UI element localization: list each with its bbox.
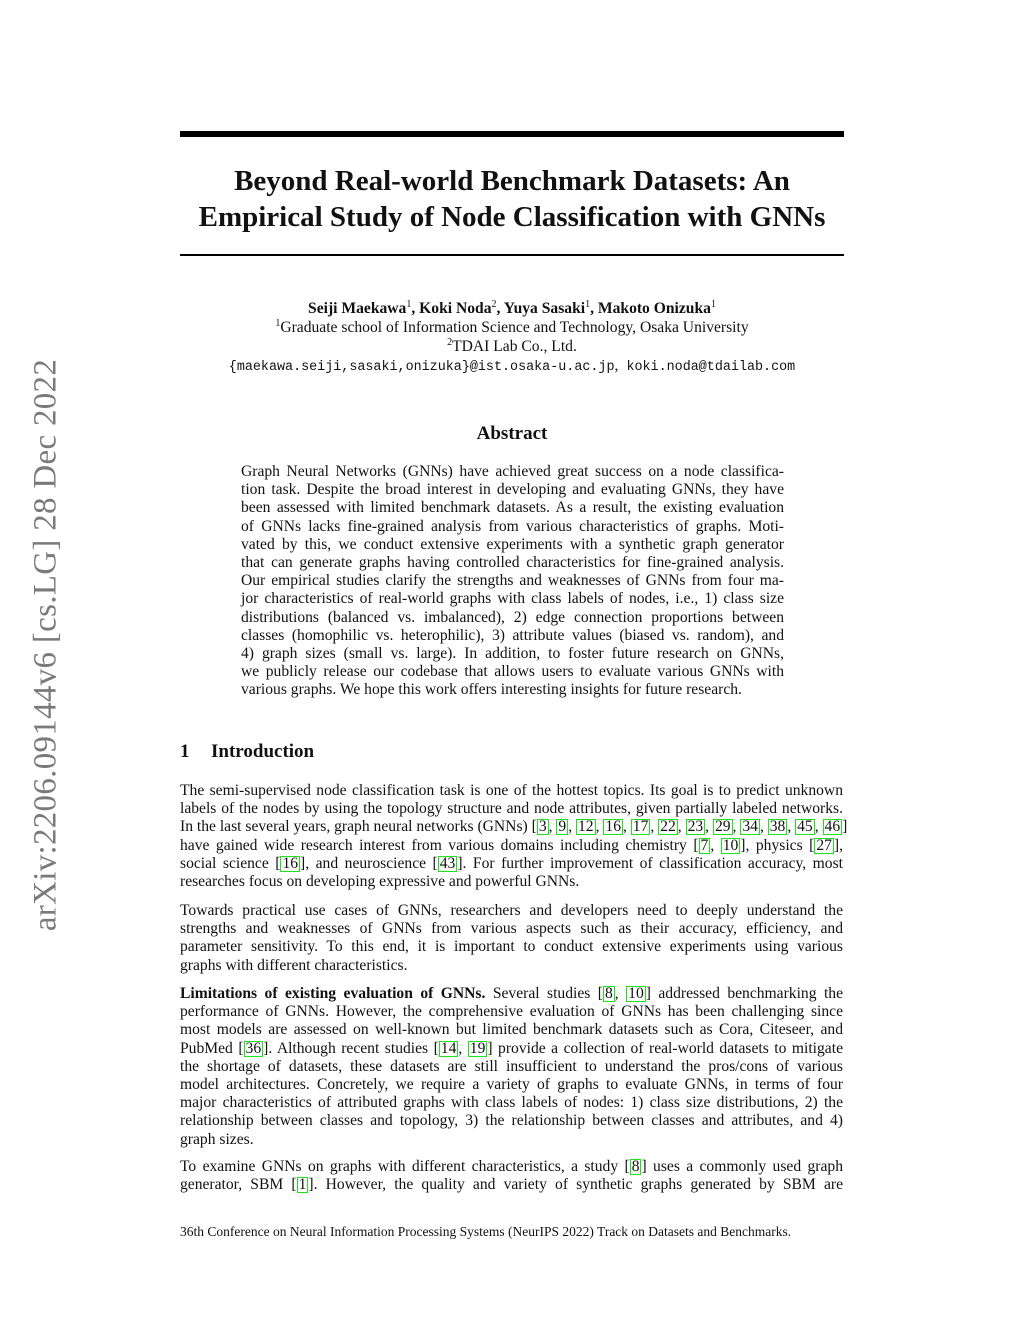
intro-paragraph-1 bbox=[180, 782, 848, 891]
email-link[interactable]: {maekawa.seiji,sasaki,onizuka}@ist.osaka-u.ac.jp bbox=[228, 360, 615, 375]
citation-link[interactable]: 19 bbox=[469, 1039, 486, 1057]
body-line bbox=[180, 1176, 843, 1194]
abstract-line: vated by this, we conduct extensive experiments with a synthetic graph generator bbox=[241, 535, 784, 553]
citation-link[interactable]: 3 bbox=[538, 818, 547, 836]
body-text: PubMed [ bbox=[180, 1039, 244, 1057]
author-name: Koki Noda bbox=[419, 300, 492, 317]
title-rule-top bbox=[180, 131, 844, 137]
body-text: Several studies [ bbox=[485, 985, 603, 1002]
body-line: The semi-supervised node classification task is one of the hottest topics. Its goal is to predict unknown bbox=[180, 782, 843, 799]
body-line: graph sizes. bbox=[180, 1130, 254, 1148]
body-line bbox=[180, 1158, 843, 1176]
citation-link[interactable]: 38 bbox=[769, 818, 786, 836]
body-line: performance of GNNs. However, the comprehensive evaluation of GNNs has been challenging since bbox=[180, 1003, 843, 1021]
arxiv-identifier: arXiv:2206.09144v6 [cs.LG] 28 Dec 2022 bbox=[27, 358, 64, 932]
citation-link[interactable]: 34 bbox=[742, 818, 758, 836]
citation-link[interactable]: 9 bbox=[558, 818, 567, 836]
title-line-1: Beyond Real-world Benchmark Datasets: An bbox=[234, 165, 790, 197]
citation-link[interactable]: 22 bbox=[660, 818, 676, 836]
body-line: graphs with different characteristics. bbox=[180, 956, 408, 974]
paragraph-heading: Limitations of existing evaluation of GNNs. bbox=[180, 985, 486, 1002]
title-rule-bottom bbox=[180, 254, 844, 256]
citation-link[interactable]: 8 bbox=[605, 985, 613, 1002]
body-text: ], and neuroscience [ bbox=[300, 854, 438, 872]
paper-title bbox=[180, 163, 844, 235]
abstract-body bbox=[241, 463, 784, 700]
body-line: have gained wide research interest from various domains including chemistry [ 7 , 10 ], physics [ 27 ], bbox=[180, 836, 843, 854]
citation-link[interactable]: 46 bbox=[824, 818, 841, 836]
body-line: PubMed [ 36 ]. Although recent studies [ 14 , 19 ] provide a collection of real-world datasets to mitigate bbox=[180, 1039, 843, 1057]
citation-link[interactable]: 16 bbox=[282, 854, 299, 872]
section-number: 1 bbox=[180, 741, 190, 762]
abstract-line: distributions (balanced vs. imbalanced), 2) edge connection proportions between bbox=[241, 608, 784, 626]
citation-link[interactable]: 10 bbox=[628, 985, 644, 1002]
body-line: relationship between classes and topology, 3) the relationship between classes and attributes, and 4) bbox=[180, 1112, 843, 1130]
author-emails bbox=[180, 356, 844, 377]
intro-paragraph-4 bbox=[180, 1158, 843, 1194]
abstract-line: tion task. Despite the broad interest in developing and evaluating GNNs, they have bbox=[241, 481, 784, 499]
body-line: strengths and weaknesses of GNNs from various aspects such as their accuracy, efficiency, and bbox=[180, 920, 843, 938]
body-line: Limitations of existing evaluation of GNNs. Several studies [ 8 , 10 ] addressed benchmarking the bbox=[180, 985, 844, 1002]
body-line: labels of the nodes by using the topology structure and node attributes, given partially labeled networks. bbox=[180, 800, 843, 818]
citation-link[interactable]: 43 bbox=[439, 854, 456, 872]
body-text: In the last several years, graph neural networks (GNNs) [ bbox=[180, 818, 537, 836]
author-name: Yuya Sasaki bbox=[503, 300, 586, 317]
citation-link[interactable]: 1 bbox=[298, 1176, 307, 1194]
citation-link[interactable]: 29 bbox=[714, 818, 731, 836]
body-text: have gained wide research interest from various domains including chemistry [ bbox=[180, 836, 699, 854]
abstract-line: that can generate graphs having controlled characteristics for fine-grained analysis. bbox=[241, 554, 784, 572]
citation-link[interactable]: 27 bbox=[816, 836, 832, 854]
author-affil-mark: 2 bbox=[491, 299, 497, 310]
body-text: ] uses a commonly used graph bbox=[641, 1158, 843, 1175]
abstract-line: Graph Neural Networks (GNNs) have achieved great success on a node classifica- bbox=[241, 463, 784, 480]
body-text: ] bbox=[842, 818, 848, 836]
body-line: model architectures. Concretely, we require a variety of graphs to evaluate GNNs, in terms of four bbox=[180, 1076, 843, 1094]
citation-link[interactable]: 23 bbox=[687, 818, 704, 836]
body-line: researches focus on developing expressive and powerful GNNs. bbox=[180, 873, 580, 891]
citation-link[interactable]: 16 bbox=[605, 818, 621, 836]
citation-link[interactable]: 14 bbox=[440, 1039, 457, 1057]
intro-paragraph-2 bbox=[180, 902, 843, 975]
body-line bbox=[180, 855, 843, 873]
body-text: ]. Although recent studies [ bbox=[263, 1039, 439, 1057]
abstract-line: of GNNs lacks fine-grained analysis from various characteristics of graphs. Moti- bbox=[241, 517, 784, 535]
body-line: parameter sensitivity. To this end, it is important to conduct extensive experiments using various bbox=[180, 938, 843, 956]
conference-footnote: 36th Conference on Neural Information Processing Systems (NeurIPS 2022) Track on Datasets and Benchmarks. bbox=[180, 1224, 792, 1239]
citation-link[interactable]: 45 bbox=[797, 818, 813, 836]
body-line: major characteristics of attributed graphs with class labels of nodes: 1) class size distributions, 2) the bbox=[180, 1094, 843, 1112]
author-affil-mark: 1 bbox=[585, 299, 591, 310]
author-affil-mark: 1 bbox=[710, 299, 716, 310]
section-title: Introduction bbox=[211, 741, 315, 762]
body-line: Towards practical use cases of GNNs, researchers and developers need to deeply understand the bbox=[180, 902, 843, 919]
body-text: ], bbox=[833, 836, 843, 854]
abstract-line: jor characteristics of real-world graphs with class labels of nodes, i.e., 1) class size bbox=[241, 590, 784, 608]
email-separator: , bbox=[614, 357, 619, 374]
citation-link[interactable]: 10 bbox=[722, 836, 739, 854]
body-text: social science [ bbox=[180, 854, 281, 872]
abstract-line: been assessed with limited benchmark datasets. As a result, the existing evaluation bbox=[241, 499, 784, 517]
citation-link[interactable]: 17 bbox=[632, 818, 649, 836]
affil-mark: 1 bbox=[275, 318, 281, 329]
body-text: ]. However, the quality and variety of synthetic graphs generated by SBM are bbox=[308, 1176, 843, 1194]
citation-link[interactable]: 12 bbox=[578, 818, 594, 836]
body-text: To examine GNNs on graphs with different characteristics, a study [ bbox=[180, 1158, 630, 1175]
citation-link[interactable]: 36 bbox=[245, 1039, 262, 1057]
affiliation-2 bbox=[180, 337, 844, 356]
body-text: ] provide a collection of real-world datasets to mitigate bbox=[487, 1039, 843, 1057]
body-text: ]. For further improvement of classification accuracy, most bbox=[457, 854, 844, 872]
email-link[interactable]: koki.noda@tdailab.com bbox=[626, 360, 796, 375]
author-block bbox=[180, 299, 844, 377]
author-names: Seiji Maekawa$^1$, Koki Noda$^2$, Yuya Sasaki$^1$, Makoto Onizuka$^1$ bbox=[308, 299, 716, 317]
abstract-line: 4) graph sizes (small vs. large). In addition, to foster future research on GNNs, bbox=[241, 645, 784, 663]
section-heading bbox=[180, 741, 314, 763]
author-affil-mark: 1 bbox=[406, 299, 412, 310]
affil-mark: 2 bbox=[447, 337, 453, 348]
abstract-line: classes (homophilic vs. heterophilic), 3) attribute values (biased vs. random), and bbox=[241, 626, 784, 644]
affiliation-1 bbox=[180, 318, 844, 337]
abstract-line: Our empirical studies clarify the strengths and weaknesses of GNNs from four ma- bbox=[241, 572, 784, 590]
abstract-heading: Abstract bbox=[476, 423, 548, 444]
body-text: generator, SBM [ bbox=[180, 1176, 297, 1194]
body-line: In the last several years, graph neural networks (GNNs) [ 3 , 9 , 12 , 16 , 17 , 22 , 23 , 29 , 34 , 38 , 45 , 46 ] bbox=[180, 818, 848, 836]
body-text: ], physics [ bbox=[740, 836, 815, 854]
title-line-2: Empirical Study of Node Classification with GNNs bbox=[198, 201, 826, 233]
author-name: Makoto Onizuka bbox=[597, 300, 711, 317]
affiliation-text: Graduate school of Information Science and Technology, Osaka University bbox=[280, 319, 749, 336]
citation-link[interactable]: 8 bbox=[631, 1158, 640, 1175]
body-line: most models are assessed on well-known but limited benchmark datasets such as Cora, Citeseer, and bbox=[180, 1021, 843, 1039]
intro-paragraph-3 bbox=[180, 985, 843, 1149]
body-text: ] addressed benchmarking the bbox=[645, 985, 844, 1002]
citation-link[interactable]: 7 bbox=[700, 836, 709, 854]
abstract-line: various graphs. We hope this work offers interesting insights for future research. bbox=[241, 681, 742, 699]
affiliation-text: TDAI Lab Co., Ltd. bbox=[452, 338, 577, 355]
author-name: Seiji Maekawa bbox=[308, 300, 407, 317]
body-line: the shortage of datasets, these datasets are still insufficient to understand the pros/cons of various bbox=[180, 1057, 843, 1075]
abstract-line: we publicly release our codebase that allows users to evaluate various GNNs with bbox=[241, 663, 784, 681]
